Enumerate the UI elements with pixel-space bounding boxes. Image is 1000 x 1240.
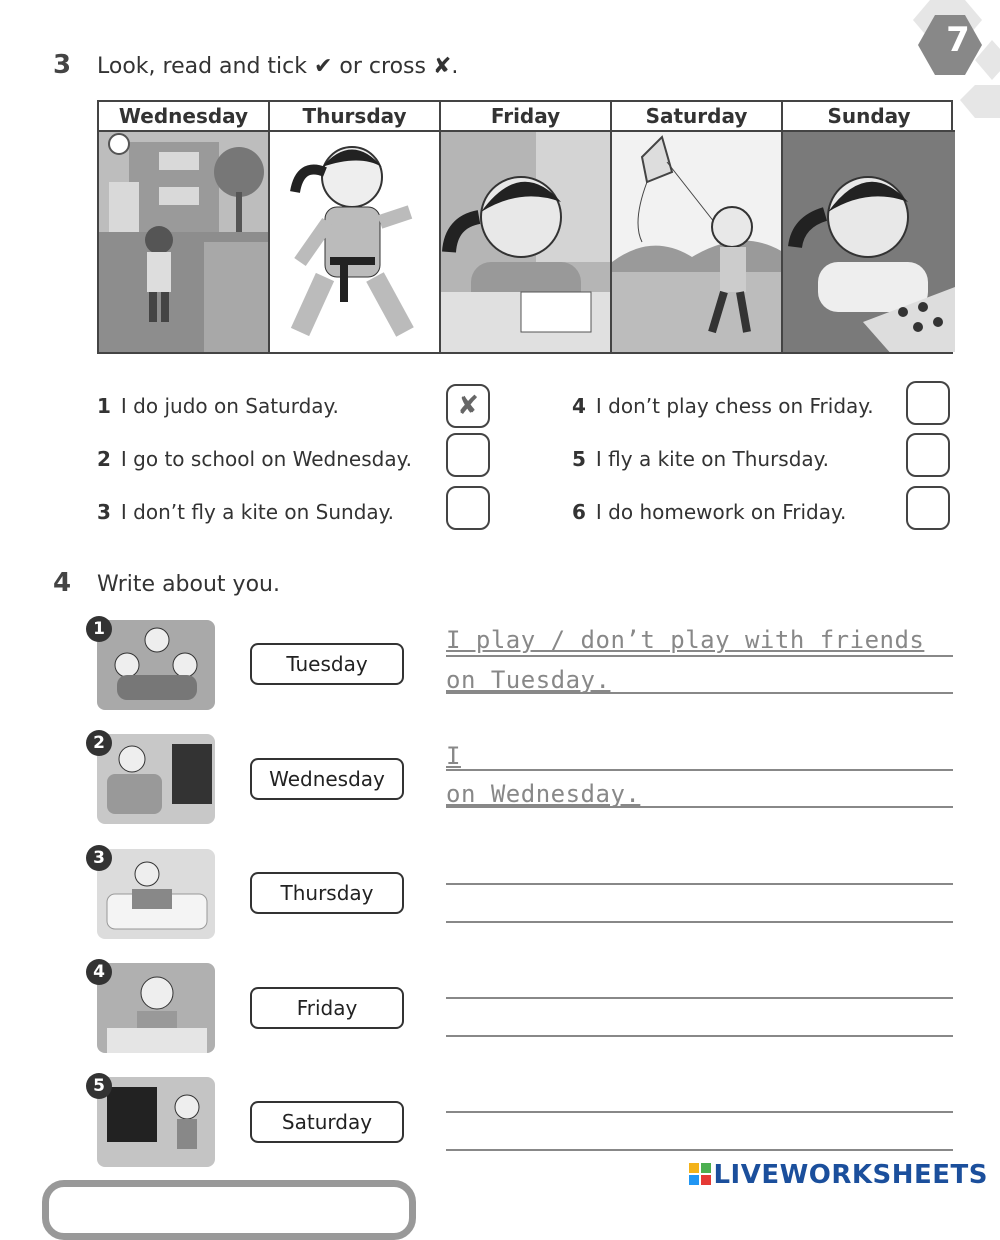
day-label-saturday: Saturday <box>250 1101 404 1143</box>
school-picture <box>99 132 268 352</box>
answer-input-5b[interactable] <box>446 1114 953 1150</box>
item-number: 2 <box>86 730 112 756</box>
answer-box-2[interactable] <box>446 433 490 477</box>
sentence-5: 5 I fly a kite on Thursday. <box>572 447 829 471</box>
writing-line <box>446 655 953 657</box>
homework-picture <box>441 132 610 352</box>
day-label-tuesday: Tuesday <box>250 643 404 685</box>
day-header: Sunday <box>783 102 955 132</box>
day-label-thursday: Thursday <box>250 872 404 914</box>
item-number: 1 <box>86 616 112 642</box>
writing-line <box>446 997 953 999</box>
day-column-saturday <box>612 102 783 352</box>
item-number: 5 <box>86 1073 112 1099</box>
day-column-friday <box>441 102 612 352</box>
writing-line <box>446 1149 953 1151</box>
exercise-4-number: 4 <box>53 568 72 598</box>
writing-line <box>446 806 953 808</box>
answer-box-1[interactable]: ✘ <box>446 384 490 428</box>
item-number: 4 <box>86 959 112 985</box>
sentence-6: 6 I do homework on Friday. <box>572 500 847 524</box>
item-number: 3 <box>86 845 112 871</box>
activity-thumbnail-2 <box>97 734 215 824</box>
writing-line <box>446 692 953 694</box>
activity-thumbnail-1 <box>97 620 215 710</box>
day-header: Wednesday <box>99 102 268 132</box>
answer-input-4a[interactable] <box>446 962 953 998</box>
liveworksheets-logo[interactable] <box>689 1160 988 1190</box>
next-exercise-box <box>42 1180 416 1240</box>
liveworksheets-logo-icon <box>689 1163 711 1185</box>
day-label-wednesday: Wednesday <box>250 758 404 800</box>
model-answer-line-2: on Tuesday. <box>446 666 611 694</box>
sentence-2: 2 I go to school on Wednesday. <box>97 447 412 471</box>
sentence-1: 1 I do judo on Saturday. <box>97 394 339 418</box>
answer-input-2a[interactable] <box>476 734 953 770</box>
day-header: Friday <box>441 102 610 132</box>
days-picture-table <box>97 100 953 354</box>
sentence-3: 3 I don’t fly a kite on Sunday. <box>97 500 394 524</box>
day-column-sunday <box>783 102 955 352</box>
answer-box-6[interactable] <box>906 486 950 530</box>
day-header: Thursday <box>270 102 439 132</box>
writing-line <box>446 1111 953 1113</box>
answer-box-4[interactable] <box>906 381 950 425</box>
activity-thumbnail-5 <box>97 1077 215 1167</box>
exercise-3-instruction: Look, read and tick ✔ or cross ✘. <box>97 54 459 79</box>
sentence-4: 4 I don’t play chess on Friday. <box>572 394 874 418</box>
activity-thumbnail-4 <box>97 963 215 1053</box>
day-column-thursday <box>270 102 441 352</box>
chess-picture <box>783 132 955 352</box>
model-answer-line-1: I play / don’t play with friends <box>446 626 925 654</box>
day-label-friday: Friday <box>250 987 404 1029</box>
logo-text: LIVEWORKSHEETS <box>713 1160 988 1190</box>
exercise-3-number: 3 <box>53 50 72 80</box>
answer-box-5[interactable] <box>906 433 950 477</box>
answer-box-3[interactable] <box>446 486 490 530</box>
day-header: Saturday <box>612 102 781 132</box>
model-answer-line-2: on Wednesday. <box>446 780 641 808</box>
kite-picture <box>612 132 781 352</box>
model-answer-line-1: I <box>446 742 461 770</box>
answer-input-4b[interactable] <box>446 1000 953 1036</box>
answer-input-3b[interactable] <box>446 886 953 922</box>
answer-input-3a[interactable] <box>446 848 953 884</box>
exercise-4-instruction: Write about you. <box>97 572 280 597</box>
activity-thumbnail-3 <box>97 849 215 939</box>
judo-picture <box>270 132 439 352</box>
day-column-wednesday <box>99 102 270 352</box>
writing-line <box>446 883 953 885</box>
writing-line <box>446 769 953 771</box>
page-number: 7 <box>946 20 970 60</box>
writing-line <box>446 1035 953 1037</box>
writing-line <box>446 921 953 923</box>
answer-input-5a[interactable] <box>446 1076 953 1112</box>
